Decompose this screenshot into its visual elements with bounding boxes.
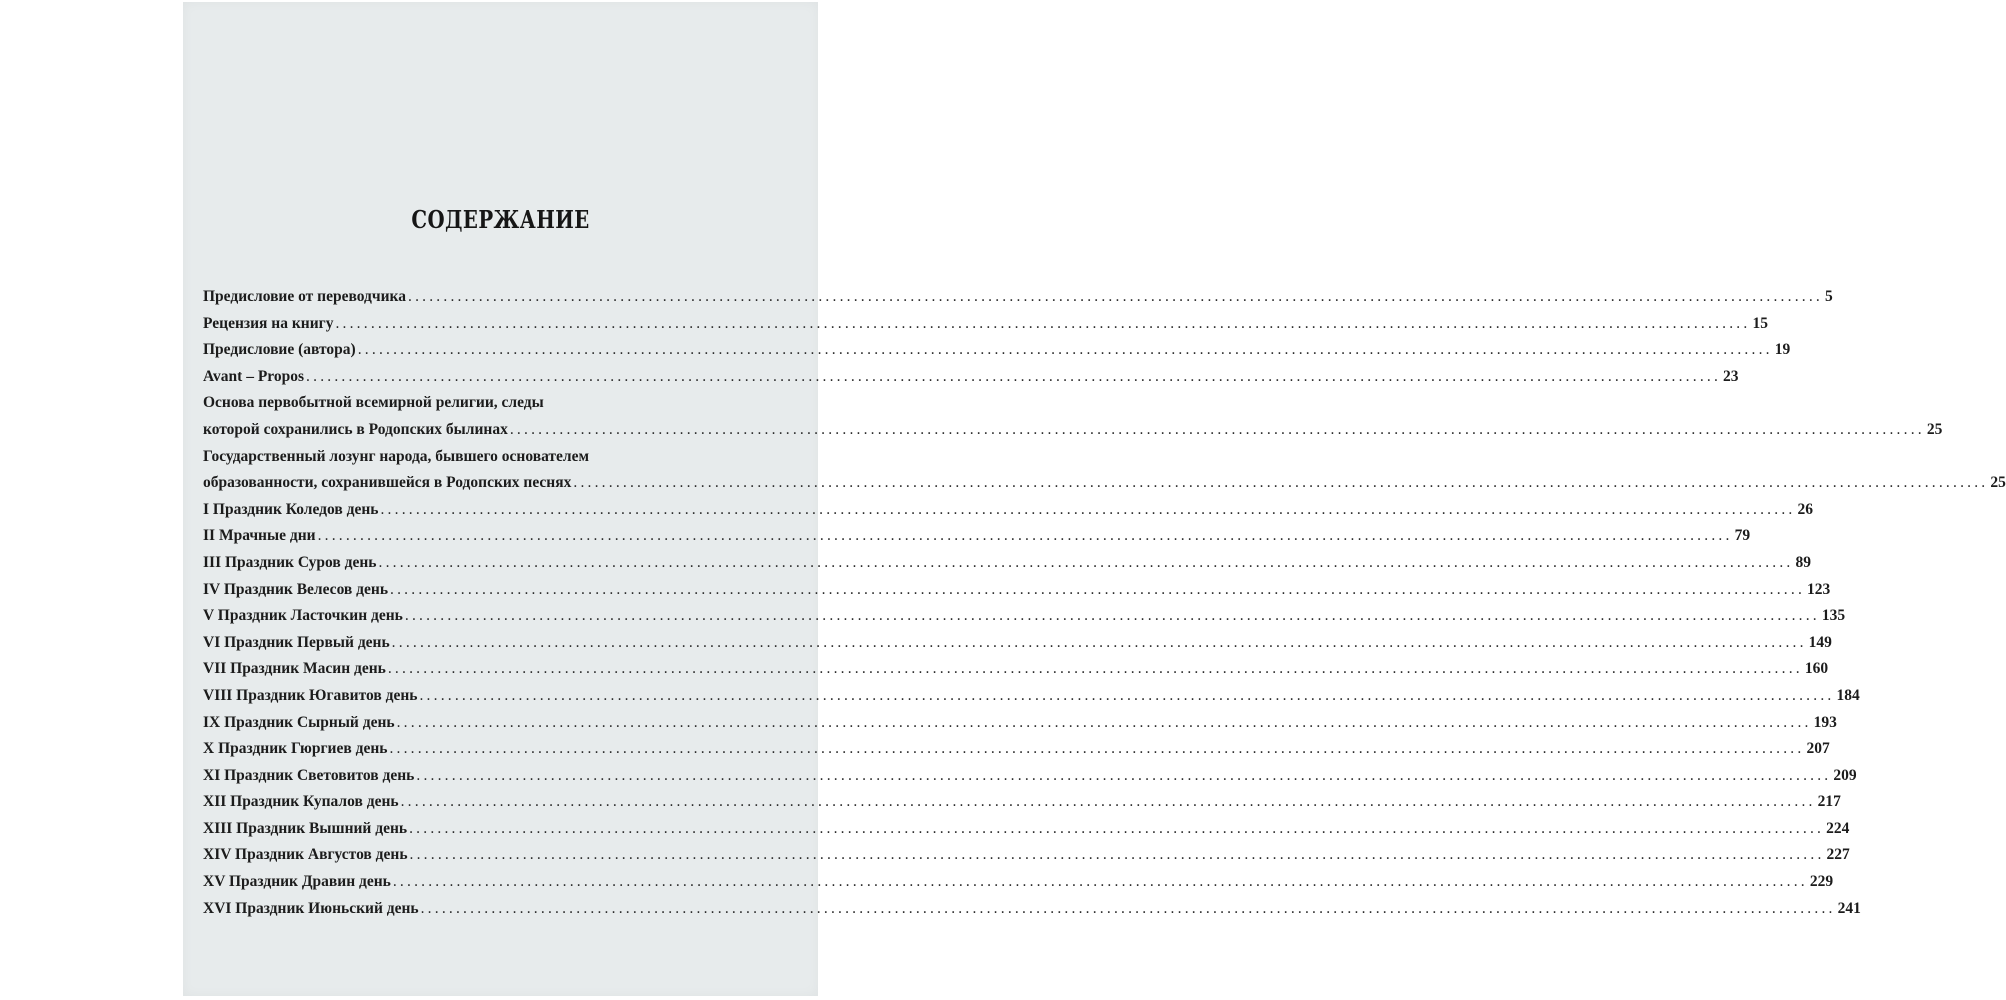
- toc-entry-title: III Праздник Суров день: [203, 553, 377, 571]
- toc-entry-page-number: 207: [1806, 740, 1830, 758]
- dot-leader: ........................................................................................................................................................................................................: [419, 686, 1835, 704]
- toc-entry-title: VIII Праздник Югавитов день: [203, 686, 418, 704]
- dot-leader: ........................................................................................................................................................................................................: [416, 766, 1832, 784]
- toc-entry: [203, 736, 1830, 763]
- dot-leader: ........................................................................................................................................................................................................: [387, 660, 1803, 678]
- toc-entry-first-line: Основа первобытной всемирной религии, следы: [203, 394, 544, 412]
- toc-entry: [203, 683, 1860, 710]
- toc-entry-title: VI Праздник Первый день: [203, 633, 390, 651]
- toc-entry-title: Рецензия на книгу: [203, 314, 334, 332]
- toc-entry-title: Предисловие (автора): [203, 341, 356, 359]
- toc-entry: [203, 656, 1829, 683]
- dot-leader: ........................................................................................................................................................................................................: [573, 474, 1989, 492]
- toc-entry: [203, 550, 1811, 577]
- dot-leader: ........................................................................................................................................................................................................: [306, 367, 1722, 385]
- toc-entry: [203, 789, 1841, 816]
- dot-leader: ........................................................................................................................................................................................................: [378, 553, 1794, 571]
- toc-entry-first-line: Государственный лозунг народа, бывшего основателем: [203, 447, 590, 465]
- toc-entry-page-number: 241: [1837, 899, 1861, 917]
- toc-entry-page-number: 123: [1807, 580, 1831, 598]
- toc-entry-page-number: 5: [1825, 288, 1833, 305]
- toc-entry-title: XIV Праздник Августов день: [203, 846, 408, 864]
- toc-entry: [203, 603, 1846, 630]
- toc-entry-title: IX Праздник Сырный день: [203, 713, 395, 731]
- toc-entry: [203, 337, 1791, 364]
- toc-entry-page-number: 23: [1723, 367, 1739, 385]
- toc-entry-page-number: 89: [1795, 553, 1811, 571]
- toc-entry-title: образованности, сохранившейся в Родопских песнях: [203, 474, 572, 492]
- toc-entry-title: I Праздник Коледов день: [203, 500, 379, 518]
- dot-leader: ........................................................................................................................................................................................................: [335, 314, 1751, 332]
- toc-entry: [203, 896, 1861, 923]
- toc-entry-page-number: 19: [1774, 341, 1791, 359]
- dot-leader: ........................................................................................................................................................................................................: [509, 420, 1925, 438]
- toc-entry: [203, 523, 1751, 550]
- toc-entry: [203, 842, 1850, 869]
- toc-entry-page-number: 79: [1734, 527, 1751, 545]
- toc-entry-page-number: 25: [1990, 474, 2006, 492]
- book-page: [183, 2, 2006, 996]
- toc-entry-page-number: 149: [1808, 633, 1832, 651]
- toc-entry-title: которой сохранились в Родопских былинах: [203, 420, 508, 438]
- toc-entry: [203, 364, 1739, 391]
- toc-entry: [203, 311, 1768, 338]
- toc-entry-page-number: 160: [1804, 660, 1829, 678]
- toc-entry-page-number: 227: [1826, 846, 1850, 864]
- toc-entry-page-number: 135: [1821, 607, 1846, 625]
- toc-entry: [203, 869, 1834, 896]
- toc-entry: [203, 284, 1833, 311]
- toc-entry-page-number: 224: [1826, 819, 1850, 837]
- table-of-contents: [203, 284, 2006, 922]
- toc-entry: [203, 816, 1850, 843]
- dot-leader: ........................................................................................................................................................................................................: [357, 341, 1773, 359]
- toc-entry: [203, 630, 1832, 657]
- dot-leader: ........................................................................................................................................................................................................: [404, 607, 1820, 625]
- toc-entry-title: Avant – Propos: [203, 367, 305, 385]
- toc-entry-title: Предисловие от переводчика: [203, 288, 406, 305]
- toc-entry: [203, 710, 1837, 737]
- dot-leader: ........................................................................................................................................................................................................: [380, 500, 1796, 518]
- dot-leader: ........................................................................................................................................................................................................: [317, 527, 1733, 545]
- dot-leader: ........................................................................................................................................................................................................: [400, 793, 1816, 811]
- toc-entry-title: V Праздник Ласточкин день: [203, 607, 403, 625]
- toc-entry-page-number: 209: [1833, 766, 1857, 784]
- toc-entry-page-number: 184: [1836, 686, 1860, 704]
- dot-leader: ........................................................................................................................................................................................................: [409, 819, 1825, 837]
- page-title: СОДЕРЖАНИЕ: [411, 205, 590, 234]
- dot-leader: ........................................................................................................................................................................................................: [389, 740, 1805, 758]
- toc-entry: [203, 763, 1857, 790]
- toc-entry-page-number: 217: [1817, 793, 1841, 811]
- toc-entry-title: VII Праздник Масин день: [203, 660, 386, 678]
- toc-entry-title: XI Праздник Световитов день: [203, 766, 415, 784]
- dot-leader: ........................................................................................................................................................................................................: [409, 846, 1825, 864]
- dot-leader: ........................................................................................................................................................................................................: [392, 873, 1808, 891]
- toc-entry: [203, 417, 1943, 444]
- toc-entry: [203, 577, 1831, 604]
- toc-entry-title: X Праздник Гюргиев день: [203, 740, 388, 758]
- toc-entry-title: XII Праздник Купалов день: [203, 793, 399, 811]
- dot-leader: ........................................................................................................................................................................................................: [420, 899, 1836, 917]
- toc-entry-page-number: 26: [1797, 500, 1813, 518]
- dot-leader: ........................................................................................................................................................................................................: [408, 288, 1823, 305]
- dot-leader: ........................................................................................................................................................................................................: [391, 633, 1807, 651]
- toc-entry-title: XV Праздник Дравин день: [203, 873, 391, 891]
- toc-entry-page-number: 15: [1752, 314, 1768, 332]
- toc-entry-title: XVI Праздник Июньский день: [203, 899, 419, 917]
- toc-entry-page-number: 25: [1926, 420, 1943, 438]
- toc-entry: [203, 470, 2006, 497]
- toc-entry-title: II Мрачные дни: [203, 527, 316, 545]
- toc-entry-title: IV Праздник Велесов день: [203, 580, 389, 598]
- dot-leader: ........................................................................................................................................................................................................: [396, 713, 1812, 731]
- toc-entry: [203, 497, 1813, 524]
- toc-entry-page-number: 229: [1809, 873, 1834, 891]
- dot-leader: ........................................................................................................................................................................................................: [390, 580, 1806, 598]
- toc-entry-page-number: 193: [1813, 713, 1837, 731]
- toc-entry-title: XIII Праздник Вышний день: [203, 819, 408, 837]
